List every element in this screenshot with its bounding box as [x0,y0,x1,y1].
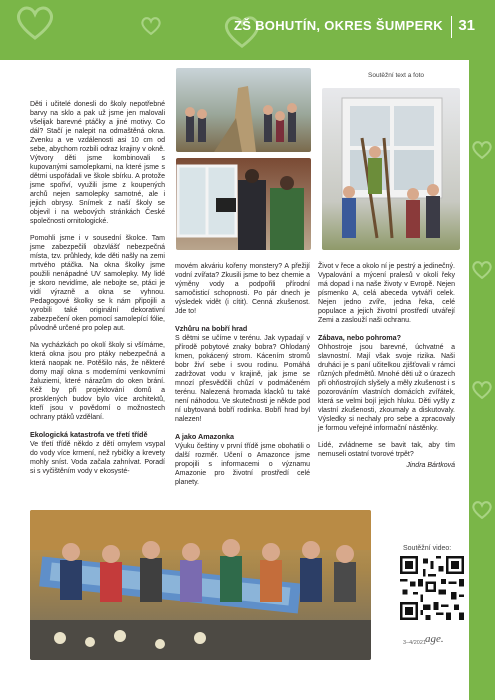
paragraph: S dětmi se učíme v terénu. Jak vypadají v přírodě pobytové znaky bobra? Ohlodaný kmen, pokácený strom. Kácením stromů bobr živí sebe i svou rodinu. Pomáhá zadržovat vodu v krajině, jak jsme se mnozí přesvědčili chůzí v podmáčeném terénu. Nalezená hromada klacků tu také není náhodou. Ve skutečnosti je někde pod ní ubytovaná bobří rodinka. Bobří hrad byl nalezen! [175,335,310,423]
text-column-1 [30,100,165,484]
section-heading: Ekologická katastrofa ve třetí třídě [30,430,148,439]
paragraph: Výuku češtiny v první třídě jsme obohatili o další rozměr. Učení o Amazonce jsme propojili s informacemi o významu Amazonie pro životní prostředí celé planety. [175,443,310,486]
heart-decoration-icon [471,380,493,400]
photo-beaver-tree [176,68,311,152]
heart-decoration-icon [471,500,493,520]
section-heading: Zábava, nebo pohroma? [318,333,402,342]
page-title: ZŠ BOHUTÍN, OKRES ŠUMPERK [233,18,443,33]
heart-decoration-icon [471,140,493,160]
text-column-3 [318,262,455,470]
heart-decoration-icon [471,260,493,280]
paragraph: Ve třetí třídě někdo z dětí omylem vsypal do vody více krmení, než rybičky a krevety mohly sníst. Voda začala zahnívat. Poradí si s vyčištěním vody v ekosysté- [30,441,165,475]
magazine-logo: age. [425,633,444,645]
paragraph: Ohhostroje jsou barevné, úchvatné a slavnostní. Mají však svoje rizika. Naši druháci je s paní učitelkou zjišťovali v rámci různých předmětů. Mnohé děti už o úrazech při ohňostrojích slyšely a měly zkušenost i s pozorováním vlastních domácích zvířátek, která se velmi bojí jejich hluku. Děti vyšly z vlastní zkušenosti, zkoumaly a diskutovaly. Výsledky si nechaly pro sebe a zpracovaly je formou veřejné informační nástěnky. [318,344,455,432]
qr-code-icon[interactable] [400,556,464,620]
page-header [0,0,495,60]
text-column-2 [175,262,310,495]
page-number: 31 [458,17,475,34]
paragraph: Pomohli jsme i v sousední školce. Tam jsme zabezpečili obzvlášť nebezpečná místa, tzv. průhledy, kde děti našly na zemi mrtvého ptáčka. Na okna školky jsme použili nenápadné UV samolepky. My lidé je skoro nevidíme, ale nebojte se, ptáci je vidí výrazně a okna se vyhnou. Pedagogové školky se k nám připojili a vyrobili také originální dekorativní zabezpečení oken pomocí samolepící fólie, původně určené pro polep aut. [30,235,165,332]
section-heading: Vzhůru na bobří hrad [175,324,248,333]
section-heading: A jako Amazonka [175,432,234,441]
heart-decoration-icon [140,16,162,36]
heart-decoration-icon [14,4,56,42]
photo-classroom-amazon [30,510,371,660]
paragraph: movém akváriu kořeny monstery? A přežijí vodní zvířata? Zkusili jsme to bez chemie a výměny vody a podpořili přírodní samočisticí schopnosti. Po pár dnech je výsledek vidět (i cítit). Cenná zkušenost. Jde to! [175,263,310,315]
photo-credit: Soutěžní text a foto [368,72,425,79]
paragraph: Lidé, zvládneme se bavit tak, aby tím nemuseli ostatní tvorové trpět? [318,442,455,458]
header-divider [451,16,452,38]
paragraph: Život v řece a okolo ní je pestrý a jedinečný. Vypalování a mýcení pralesů v okolí řeky má dopad i na naše životy v Evropě. Nejen písmenko A, celá abeceda vytváří celek. Nejen jedno zvíře, jedna řeka, celé populace a jejich životní prostředí utvářejí Zemi a zaslouží naši ochranu. [318,263,455,324]
photo-window-painting [322,88,460,250]
paragraph: Děti i učitelé donesli do školy nepotřebné barvy na sklo a pak už jsme jen malovali všelijak barevné ptáčky a jiné motivy. Co dál? Stačí je nalepit na odmaštěná okna. Zvenku a ve vzdálenosti asi 10 cm od sebe, abychom rozbili odraz krajiny v okně. Výtvory děti jsme kombinovali s kupovanými samolepkami, na které jsme s dětmi uspořádali ve škole sbírku. A protože jsme spořiví, využili jsme z koupených archů nejen samolepky samotné, ale i jejich obrysy. Snímek z naší školy se objevil i na webových stránkách České společnosti ornitologické. [30,101,165,225]
photo-children-window [176,158,311,250]
author-signature: Jindra Bártková [406,462,455,469]
paragraph: Na vycházkách po okolí školy si všímáme, která okna jsou pro ptáky nebezpečná a která naopak ne. Potěšilo nás, že některé domy mají okna s moderními venkovními žaluziemi, které nárazům do oken brání. Kéž by při projektování domů a prosklených budov bylo více architektů, kteří jsou v povědomí o možnostech ochrany ptáků vzdělaní. [30,342,165,421]
issue-number: 3–4/2021 [403,640,426,646]
side-decoration-strip [469,60,495,700]
qr-label: Soutěžní video: [403,545,452,552]
